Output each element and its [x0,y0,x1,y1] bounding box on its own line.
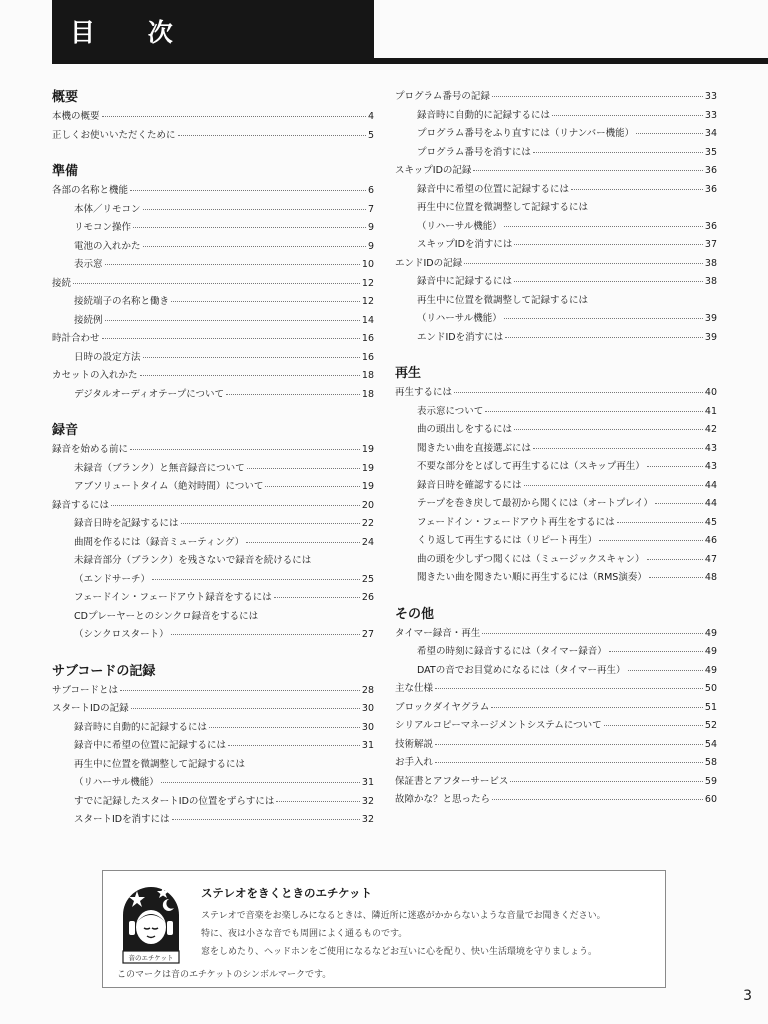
dot-leader [524,485,703,486]
toc-entry [395,643,717,662]
toc-entry-title: 各部の名称と機能 [52,185,129,196]
dot-leader [636,133,703,134]
toc-entry-page: 50 [704,683,717,694]
toc-entry-page: 14 [361,314,374,326]
toc-entry-title: 表示窓 [74,259,103,270]
dot-leader [143,209,366,210]
toc-entry-page: 18 [361,370,374,381]
toc-entry-title: スタートIDの記録 [52,703,129,714]
toc-entry-title: 曲の頭出しをするには [417,424,513,435]
toc-entry-page: 36 [704,183,717,195]
dot-leader [181,523,360,524]
toc-entry-page: 12 [361,277,374,289]
toc-entry-page: 35 [704,146,717,158]
toc-entry [395,403,717,422]
toc-entry [395,125,717,144]
toc-entry-page: 16 [361,351,374,363]
toc-entry [52,460,374,479]
toc-entry-title: 保証書とアフターサービス [395,775,509,787]
toc-entry [395,107,717,126]
toc-entry-title: 希望の時刻に録音するには（タイマー録音） [417,646,607,657]
toc-entry-page: 36 [704,220,717,232]
toc-entry-title: 録音中に記録するには [417,276,513,287]
dot-leader [171,301,360,302]
page-title: 目 次 [70,18,195,47]
dot-leader [130,449,360,450]
toc-entry-page: 59 [704,775,717,787]
toc-entry-page: 9 [367,240,374,252]
toc-entry-page: 32 [361,814,374,825]
toc-entry [395,236,717,255]
dot-leader [473,170,702,171]
toc-entry [395,791,717,810]
toc-entry-title: お手入れ [395,757,434,768]
toc-entry-page: 6 [367,185,374,196]
dot-leader [533,448,703,449]
toc-entry [52,238,374,257]
dot-leader [120,690,360,691]
dot-leader [131,708,360,709]
title-banner [52,0,374,64]
section-heading: 録音 [52,423,79,438]
dot-leader [604,725,703,726]
toc-entry [52,441,374,460]
toc-entry [52,552,374,571]
dot-leader [111,505,360,506]
dot-leader [464,263,703,264]
toc-entry-page: 44 [704,498,717,509]
toc-entry [395,717,717,736]
dot-leader [514,244,702,245]
dot-leader [482,633,703,634]
toc-entry-title: （エンドサーチ） [74,573,151,585]
toc-entry [395,569,717,588]
toc-entry-page: 46 [704,535,717,546]
toc-entry-page: 16 [361,333,374,344]
etiquette-line: 特に、夜は小さな音でも周囲によく通るものです。 [201,929,408,939]
dot-leader [454,392,703,393]
toc-entry [395,625,717,644]
section-gap [395,347,717,364]
toc-entry-page: 54 [704,738,717,750]
toc-entry-title: 正しくお使いいただくために [52,129,176,141]
toc-entry-title: ブロックダイヤグラム [395,701,490,713]
toc-entry [395,495,717,514]
toc-entry-page: 49 [704,664,717,676]
toc-entry-page: 49 [704,646,717,657]
toc-entry-page: 37 [704,239,717,250]
toc-entry-page: 32 [361,795,374,807]
toc-entry [52,737,374,756]
toc-entry [395,273,717,292]
toc-entry [395,754,717,773]
toc-entry-page: 24 [361,536,374,548]
toc-entry-page: 39 [704,331,717,343]
dot-leader [226,394,360,395]
toc-entry-page: 26 [361,592,374,603]
dot-leader [102,116,366,117]
toc-entry-title: スタートIDを消すには [74,814,170,825]
toc-entry [52,811,374,830]
toc-entry-title: CDプレーヤーとのシンクロ録音をするには [74,610,259,622]
toc-entry-page: 33 [704,91,717,102]
toc-entry [52,219,374,238]
toc-entry-title: 接続端子の名称と働き [74,296,170,307]
toc-entry [52,367,374,386]
toc-entry-page: 40 [704,387,717,398]
dot-leader [178,135,366,136]
toc-entry-page: 36 [704,165,717,176]
dot-leader [265,486,360,487]
toc-entry-title: アブソリュートタイム（絶対時間）について [74,481,264,492]
etiquette-line: ステレオで音楽をお楽しみになるときは、隣近所に迷惑がかからないような音量でお聞きください。 [201,911,606,921]
dot-leader [105,264,360,265]
toc-entry [395,88,717,107]
toc-entry [395,181,717,200]
dot-leader [504,226,703,227]
toc-entry-page: 30 [361,703,374,714]
toc-entry-title: 未録音（ブランク）と無音録音について [74,462,245,474]
toc-entry-page: 44 [704,479,717,491]
toc-entry-title: 録音日時を記録するには [74,518,179,529]
dot-leader [140,375,360,376]
dot-leader [571,189,703,190]
toc-entry-title: 録音時に自動的に記録するには [417,109,551,121]
dot-leader [171,634,360,635]
dot-leader [647,466,703,467]
toc-entry [395,773,717,792]
toc-entry [395,680,717,699]
toc-entry [52,386,374,405]
toc-entry-title: スキップIDを消すには [417,239,513,250]
toc-entry-title: 故障かな？と思ったら [395,794,491,805]
toc-entry-page: 12 [361,296,374,307]
toc-entry-page: 10 [361,259,374,270]
toc-entry-title: デジタルオーディオテープについて [74,388,225,400]
dot-leader [172,819,360,820]
toc-entry [52,608,374,627]
toc-entry-page: 31 [361,777,374,788]
toc-entry [52,682,374,701]
toc-entry-title: 再生中に位置を微調整して記録するには [417,294,589,306]
toc-entry-page: 34 [704,128,717,139]
toc-entry [52,478,374,497]
toc-entry-page: 7 [367,203,374,215]
dot-leader [247,468,360,469]
toc-entry-page: 28 [361,684,374,696]
toc-entry-page: 30 [361,721,374,733]
toc-entry-title: 接続例 [74,314,103,326]
toc-entry-title: 主な仕様 [395,683,434,694]
toc-entry-title: 曲間を作るには（録音ミューティング） [74,536,245,548]
dot-leader [599,540,703,541]
dot-leader [492,96,703,97]
toc-entry [395,551,717,570]
dot-leader [435,744,703,745]
dot-leader [435,762,703,763]
toc-entry [395,255,717,274]
dot-leader [491,707,703,708]
toc-entry [395,699,717,718]
toc-entry-title: テープを巻き戻して最初から聞くには（オートプレイ） [417,498,653,509]
toc-entry [52,330,374,349]
toc-entry [52,589,374,608]
toc-entry-title: すでに記録したスタートIDの位置をずらすには [74,795,275,807]
toc-entry-page: 25 [361,573,374,585]
toc-entry-page: 41 [704,405,717,417]
toc-entry [52,201,374,220]
toc-entry-title: 録音時に自動的に記録するには [74,721,208,733]
toc-entry-title: 曲の頭を少しずつ聞くには（ミュージックスキャン） [417,553,645,565]
dot-leader [276,801,360,802]
toc-entry-page: 33 [704,109,717,121]
dot-leader [228,745,360,746]
toc-entry-title: 再生中に位置を微調整して記録するには [417,202,589,213]
dot-leader [533,152,703,153]
toc-entry-title: 接続 [52,277,72,289]
toc-entry-title: 未録音部分（ブランク）を残さないで録音を続けるには [74,555,312,566]
toc-entry-page: 22 [361,518,374,529]
toc-entry-title: プログラム番号の記録 [395,91,490,102]
dot-leader [143,357,360,358]
etiquette-footnote: このマークは音のエチケットのシンボルマークです。 [117,970,332,980]
dot-leader [514,281,703,282]
toc-entry-title: DATの音でお目覚めになるには（タイマー再生） [417,664,626,676]
toc-entry [52,127,374,146]
toc-entry-page: 38 [704,257,717,269]
toc-entry-page: 19 [361,462,374,474]
toc-entry [395,310,717,329]
toc-entry [395,477,717,496]
toc-entry [395,514,717,533]
dot-leader [152,579,360,580]
toc-entry-title: 本機の概要 [52,111,100,122]
toc-entry [52,275,374,294]
dot-leader [130,190,366,191]
toc-entry [395,421,717,440]
etiquette-icon-label: 音のエチケット [128,954,174,962]
dot-leader [209,727,360,728]
toc-entry [52,108,374,127]
dot-leader [505,337,703,338]
toc-entry [395,532,717,551]
toc-entry-page: 48 [704,572,717,583]
dot-leader [552,115,703,116]
toc-entry [52,700,374,719]
dot-leader [647,559,703,560]
toc-entry-page: 20 [361,499,374,511]
dot-leader [492,799,703,800]
toc-entry-title: 再生中に位置を微調整して記録するには [74,758,246,770]
toc-entry-title: 日時の設定方法 [74,351,141,363]
toc-entry [395,329,717,348]
toc-entry-page: 18 [361,388,374,400]
toc-entry-page: 45 [704,516,717,528]
toc-entry-page: 51 [704,701,717,713]
toc-entry [395,292,717,311]
toc-entry-page: 38 [704,276,717,287]
toc-entry [52,793,374,812]
toc-entry [52,534,374,553]
section-gap [52,145,374,162]
toc-entry-title: 聞きたい曲を聞きたい順に再生するには（RMS演奏） [417,572,647,583]
toc-entry-title: フェードイン・フェードアウト録音をするには [74,592,272,603]
toc-entry-title: 録音を始める前に [52,444,129,455]
toc-entry-title: （リハーサル機能） [417,220,502,232]
etiquette-box [102,870,666,988]
toc-entry [52,719,374,738]
dot-leader [73,283,360,284]
dot-leader [628,670,703,671]
dot-leader [102,338,360,339]
toc-entry [395,662,717,681]
dot-leader [161,782,360,783]
toc-entry-title: 電池の入れかた [74,240,141,252]
toc-entry-title: 不要な部分をとばして再生するには（スキップ再生） [417,461,645,472]
toc-entry [52,349,374,368]
toc-entry-title: 技術解説 [395,738,434,750]
toc-entry [52,515,374,534]
toc-entry-title: 再生するには [395,387,453,398]
toc-entry [52,774,374,793]
toc-entry-page: 42 [704,424,717,435]
toc-entry-title: エンドIDの記録 [395,257,463,269]
toc-entry-title: 録音するには [52,499,110,511]
toc-entry [52,256,374,275]
toc-entry-title: プログラム番号を消すには [417,146,531,158]
dot-leader [514,429,703,430]
dot-leader [133,227,366,228]
etiquette-line: 窓をしめたり、ヘッドホンをご使用になるなどお互いに心を配り、快い生活環境を守りましょう。 [201,947,598,957]
toc-entry [395,144,717,163]
section-gap [395,588,717,605]
etiquette-heading: ステレオをきくときのエチケット [201,886,373,900]
toc-entry-page: 5 [367,129,374,141]
toc-entry-title: タイマー録音・再生 [395,627,481,639]
section-heading: 再生 [395,366,422,381]
toc-entry-page: 58 [704,757,717,768]
toc-entry-title: （リハーサル機能） [417,313,502,324]
toc-entry-title: 聞きたい曲を直接選ぶには [417,442,532,454]
toc-entry-title: エンドIDを消すには [417,331,504,343]
toc-entry [52,293,374,312]
toc-entry-title: プログラム番号をふり直すには（リナンバー機能） [417,128,635,139]
toc-entry-page: 19 [361,444,374,455]
dot-leader [274,597,360,598]
toc-entry-page: 39 [704,313,717,324]
toc-entry-page: 9 [367,222,374,233]
toc-entry [52,312,374,331]
section-heading: その他 [395,606,435,622]
toc-left-column [52,88,374,830]
dot-leader [105,320,360,321]
toc-entry [395,218,717,237]
section-heading: 準備 [52,164,79,179]
dot-leader [655,503,703,504]
toc-entry-title: 録音日時を確認するには [417,479,522,491]
toc-entry-title: 録音中に希望の位置に記録するには [74,740,227,751]
dot-leader [435,688,703,689]
toc-entry [395,736,717,755]
toc-entry-title: サブコードとは [52,684,119,696]
toc-entry-title: 表示窓について [417,405,484,417]
section-heading: サブコードの記録 [52,663,156,679]
toc-entry-page: 47 [704,553,717,565]
toc-entry [395,199,717,218]
toc-entry [52,756,374,775]
section-gap [52,404,374,421]
toc-entry [52,626,374,645]
toc-entry-page: 43 [704,442,717,454]
toc-entry-title: 時計合わせ [52,333,100,344]
toc-entry-page: 31 [361,740,374,751]
toc-entry [52,571,374,590]
dot-leader [485,411,703,412]
toc-entry-title: 録音中に希望の位置に記録するには [417,183,570,195]
dot-leader [143,246,366,247]
dot-leader [649,577,703,578]
toc-entry-title: リモコン操作 [74,222,132,233]
dot-leader [609,651,703,652]
toc-entry-page: 27 [361,629,374,640]
toc-entry-page: 19 [361,481,374,492]
section-heading: 概要 [52,90,79,105]
toc-entry-title: 本体／リモコン [74,203,141,215]
toc-entry-title: フェードイン・フェードアウト再生をするには [417,516,615,528]
toc-entry-page: 49 [704,627,717,639]
toc-entry-title: くり返して再生するには（リピート再生） [417,535,598,546]
section-gap [52,645,374,662]
dot-leader [246,542,360,543]
toc-entry-page: 4 [367,111,374,122]
toc-entry [395,440,717,459]
dot-leader [510,781,703,782]
toc-entry-title: スキップIDの記録 [395,165,472,176]
toc-entry [395,162,717,181]
toc-entry-title: （シンクロスタート） [74,629,169,640]
toc-entry [52,497,374,516]
dot-leader [504,318,703,319]
toc-entry [395,384,717,403]
toc-entry-page: 60 [704,794,717,805]
toc-entry-title: （リハーサル機能） [74,777,159,788]
page-number: 3 [743,988,752,1004]
sound-etiquette-mark-icon [119,881,183,965]
toc-right-column [395,88,717,810]
dot-leader [617,522,703,523]
toc-entry-title: カセットの入れかた [52,370,138,381]
toc-entry-title: シリアルコピーマネージメントシステムについて [395,720,602,731]
title-rule [374,58,768,64]
toc-entry-page: 52 [704,720,717,731]
toc-entry-page: 43 [704,461,717,472]
toc-entry [52,182,374,201]
toc-entry [395,458,717,477]
